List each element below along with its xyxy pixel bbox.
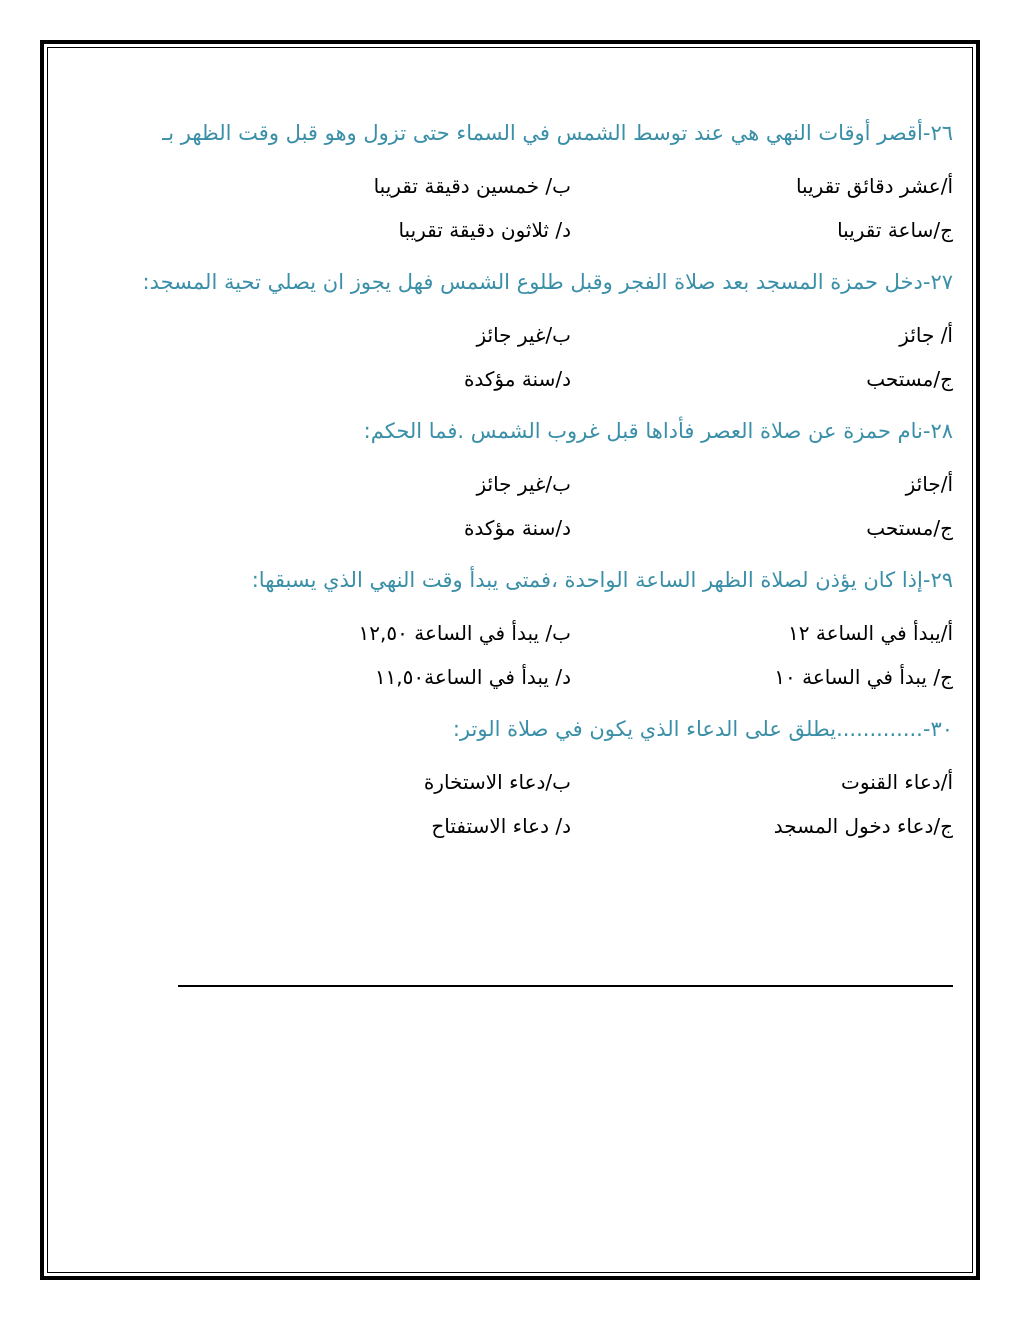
question-26-options	[140, 164, 953, 252]
option-a[interactable]: أ/جائز	[905, 472, 953, 496]
option-c[interactable]: ج/ يبدأ في الساعة ١٠	[774, 665, 953, 689]
option-b[interactable]: ب/ خمسين دقيقة تقريبا	[373, 174, 571, 198]
question-30-text: ٣٠-.............يطلق على الدعاء الذي يكون في صلاة الوتر:	[452, 717, 953, 741]
options-row	[140, 506, 953, 550]
option-d[interactable]: د/سنة مؤكدة	[463, 367, 571, 391]
option-b[interactable]: ب/غير جائز	[476, 323, 571, 347]
option-b[interactable]: ب/ يبدأ في الساعة ١٢,٥٠	[358, 621, 571, 645]
question-29-options	[140, 611, 953, 699]
options-row	[140, 655, 953, 699]
option-b[interactable]: ب/دعاء الاستخارة	[423, 770, 571, 794]
option-c[interactable]: ج/مستحب	[866, 516, 953, 540]
options-row	[140, 313, 953, 357]
option-a[interactable]: أ/يبدأ في الساعة ١٢	[788, 621, 953, 645]
options-row	[140, 462, 953, 506]
option-d[interactable]: د/ ثلاثون دقيقة تقريبا	[398, 218, 571, 242]
question-27-options	[140, 313, 953, 401]
options-row	[140, 357, 953, 401]
options-row	[140, 804, 953, 848]
options-row	[140, 760, 953, 804]
option-c[interactable]: ج/ساعة تقريبا	[837, 218, 953, 242]
options-row	[140, 164, 953, 208]
options-row	[140, 611, 953, 655]
question-28-text: ٢٨-نام حمزة عن صلاة العصر فأداها قبل غروب الشمس .فما الحكم:	[363, 419, 953, 443]
option-b[interactable]: ب/غير جائز	[476, 472, 571, 496]
question-27-text: ٢٧-دخل حمزة المسجد بعد صلاة الفجر وقبل طلوع الشمس فهل يجوز ان يصلي تحية المسجد:	[142, 270, 953, 294]
end-divider-line	[178, 985, 953, 987]
option-a[interactable]: أ/ جائز	[899, 323, 953, 347]
question-28-options	[140, 462, 953, 550]
option-c[interactable]: ج/مستحب	[866, 367, 953, 391]
question-29-text: ٢٩-إذا كان يؤذن لصلاة الظهر الساعة الواحدة ،فمتى يبدأ وقت النهي الذي يسبقها:	[251, 568, 953, 592]
question-30-options	[140, 760, 953, 848]
question-26-text: ٢٦-أقصر أوقات النهي هي عند توسط الشمس في السماء حتى تزول وهو قبل وقت الظهر بـ	[162, 121, 953, 145]
questions-list	[140, 112, 953, 857]
option-d[interactable]: د/ دعاء الاستفتاح	[431, 814, 571, 838]
option-c[interactable]: ج/دعاء دخول المسجد	[773, 814, 953, 838]
option-d[interactable]: د/ يبدأ في الساعة١١,٥٠	[374, 665, 571, 689]
option-a[interactable]: أ/عشر دقائق تقريبا	[795, 174, 953, 198]
option-a[interactable]: أ/دعاء القنوت	[841, 770, 953, 794]
options-row	[140, 208, 953, 252]
option-d[interactable]: د/سنة مؤكدة	[463, 516, 571, 540]
